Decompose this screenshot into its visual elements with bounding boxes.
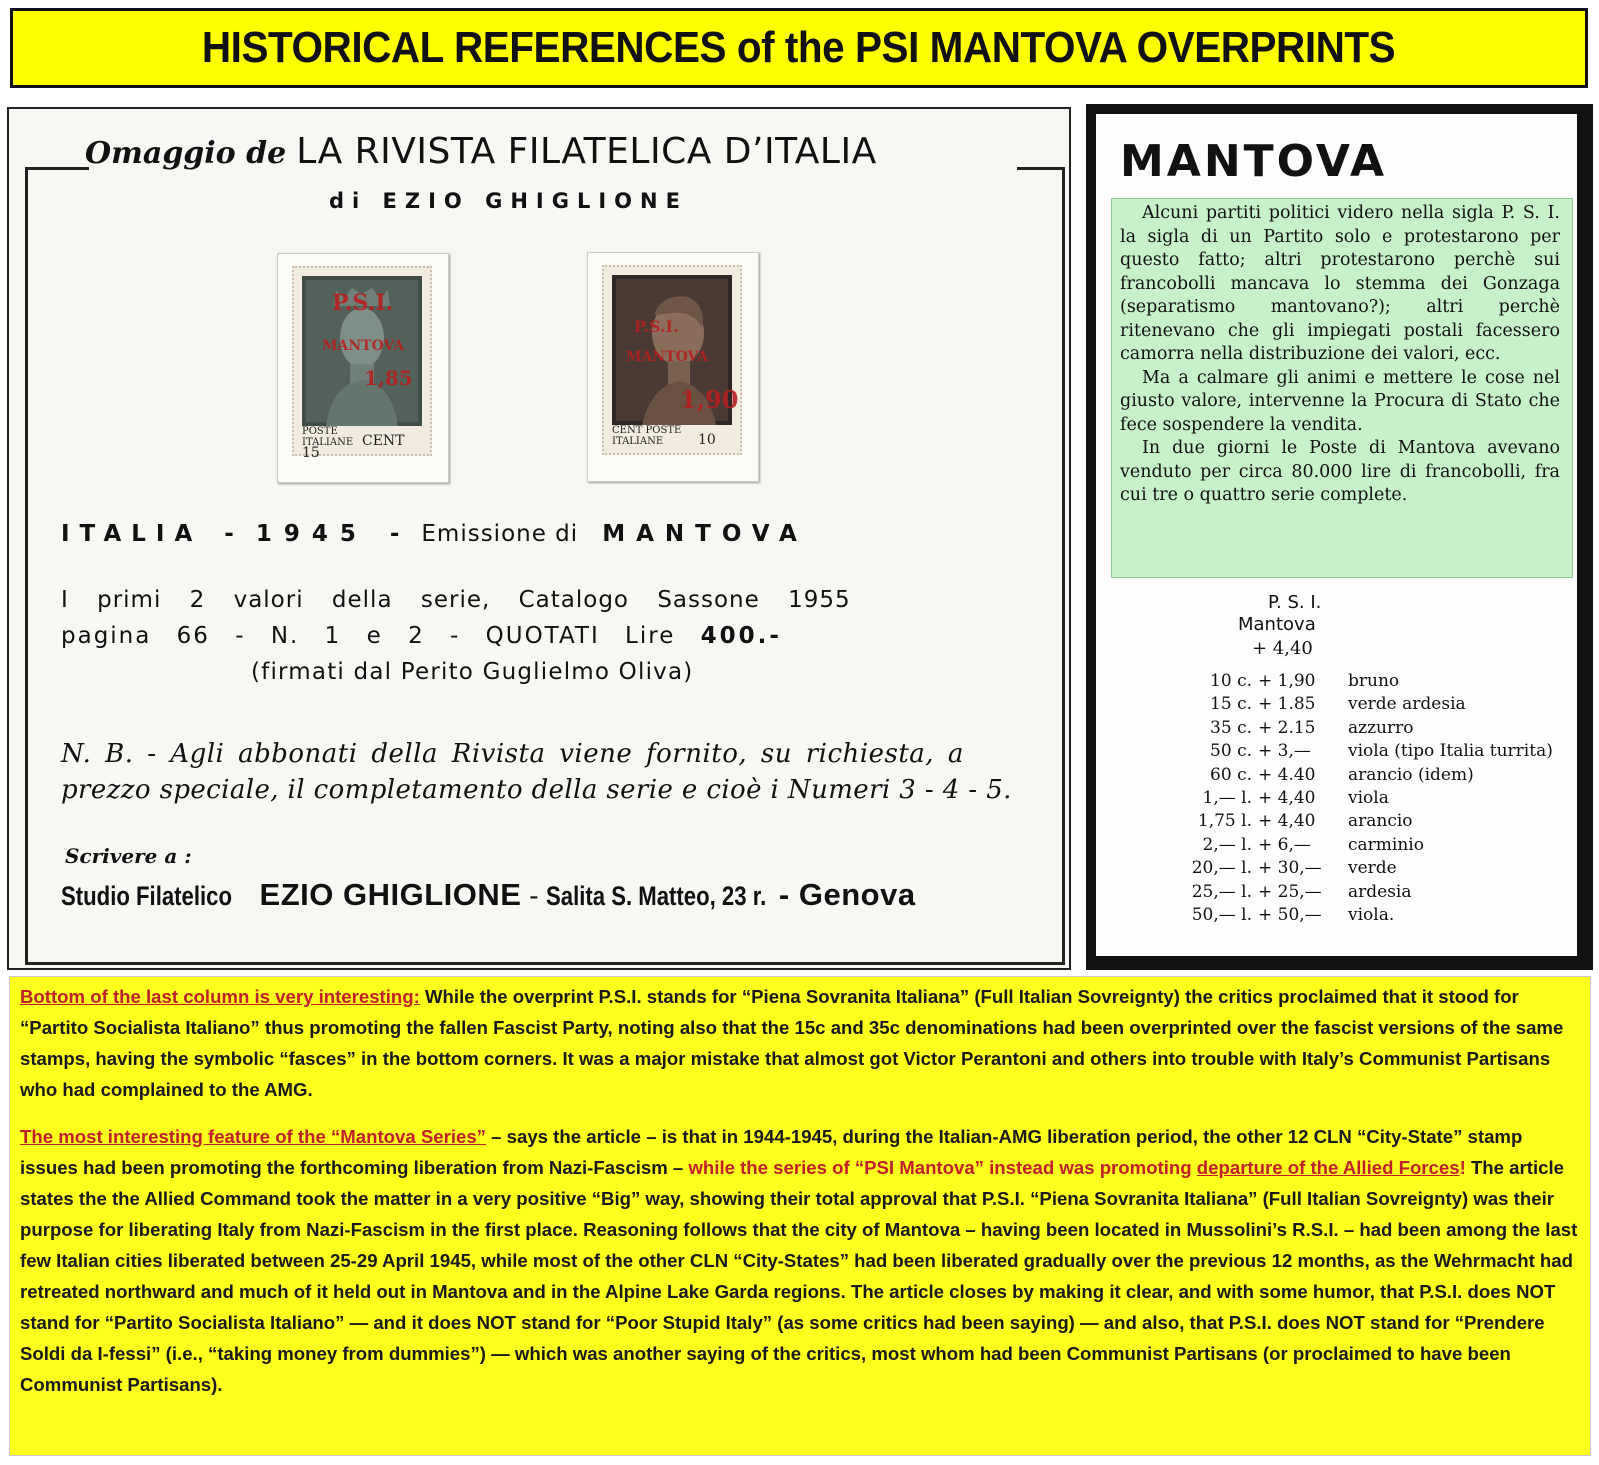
studio-address-line <box>61 877 916 913</box>
stamp-2-label-right: 10 <box>698 432 716 448</box>
catalog-line-1: I primi 2 valori della serie, Catalogo Sassone 1955 <box>61 587 851 613</box>
emission-year: 1945 <box>255 521 368 547</box>
clipping-page <box>1096 114 1577 956</box>
scrivere-label: Scrivere a : <box>65 844 192 868</box>
catalog-price: 400.- <box>700 623 782 649</box>
stamp-1-label <box>302 426 422 461</box>
stamp-holder-1 <box>277 253 449 483</box>
stamp-2-overprint-value: 1,90 <box>680 385 739 414</box>
value-color: arancio (idem) <box>1348 764 1474 785</box>
value-surcharge: + 2.15 <box>1258 717 1316 738</box>
value-surcharge: + 1,90 <box>1258 671 1316 691</box>
value-face: 15 c. <box>1210 694 1252 715</box>
commentary-box <box>9 976 1591 1456</box>
stamp-1-label-right: CENT 15 <box>302 433 405 461</box>
value-row <box>1156 904 1553 927</box>
clipping-paragraph-2: Ma a calmare gli animi e mettere le cose nel giusto valore, intervenne la Procura di Stato che fece sospendere la vendita. <box>1120 367 1560 435</box>
value-row <box>1156 740 1553 763</box>
stamp-2 <box>602 265 742 455</box>
studio-label: Studio Filatelico <box>61 881 232 911</box>
value-row <box>1156 693 1553 716</box>
stamp-1 <box>292 266 432 461</box>
page-title: HISTORICAL REFERENCES of the PSI MANTOVA OVERPRINTS <box>202 23 1396 72</box>
value-surcharge: + 4.40 <box>1258 764 1316 785</box>
emission-country: ITALIA <box>61 521 203 547</box>
value-face: 10 c. <box>1210 671 1252 691</box>
title-banner <box>10 8 1588 88</box>
value-color: viola <box>1348 788 1389 809</box>
ad-subtitle: di EZIO GHIGLIONE <box>329 189 688 213</box>
commentary-red-1: while the series of “PSI Mantova” instead was promoting <box>688 1157 1197 1178</box>
clipping-title: MANTOVA <box>1120 136 1388 187</box>
studio-city: - Genova <box>778 877 916 912</box>
stamp-1-overprint-psi: P.S.I. <box>332 290 394 316</box>
value-surcharge: + 30,— <box>1258 858 1322 879</box>
nb-line-1: N. B. - Agli abbonati della Rivista viene fornito, su richiesta, a <box>61 739 964 769</box>
clipping-text <box>1120 202 1560 508</box>
value-row <box>1156 834 1553 857</box>
value-color: viola (tipo Italia turrita) <box>1348 741 1553 762</box>
ad-header <box>85 131 1025 172</box>
studio-address: Salita S. Matteo, 23 r. <box>546 881 767 911</box>
stamp-2-label <box>612 425 732 447</box>
commentary-red-underlined: departure of the Allied Forces <box>1196 1157 1460 1178</box>
value-surcharge: + 3,— <box>1258 741 1311 762</box>
value-face: 1,— l. <box>1202 788 1252 809</box>
stamp-holder-2 <box>587 252 759 482</box>
value-face: 60 c. <box>1210 764 1252 785</box>
value-row <box>1156 717 1553 740</box>
commentary-paragraph-2 <box>20 1121 1584 1400</box>
emission-text: Emissione di <box>421 521 579 547</box>
value-face: 20,— l. <box>1191 858 1252 879</box>
value-face: 50,— l. <box>1191 905 1252 926</box>
catalog-line-2-text: pagina 66 - N. 1 e 2 - QUOTATI Lire <box>61 623 676 649</box>
value-color: verde ardesia <box>1348 694 1466 715</box>
psi-value: + 4,40 <box>1252 638 1313 659</box>
stamp-1-label-left: POSTE ITALIANE <box>302 426 354 448</box>
commentary-red-2: ! <box>1459 1157 1466 1178</box>
emission-line <box>61 521 1021 547</box>
emission-separator-1: - <box>224 521 234 547</box>
value-face: 35 c. <box>1210 717 1252 738</box>
studio-name: EZIO GHIGLIONE <box>259 877 522 912</box>
commentary-text <box>20 981 1584 1416</box>
psi-heading: P. S. I. <box>1268 592 1322 613</box>
commentary-heading-2: The most interesting feature of the “Mantova Series” <box>20 1126 486 1147</box>
commentary-heading-1: Bottom of the last column is very interesting: <box>20 986 420 1007</box>
stamp-1-overprint-value: 1,85 <box>364 366 413 390</box>
value-surcharge: + 4,40 <box>1258 811 1316 832</box>
psi-city: Mantova <box>1238 614 1316 635</box>
value-color: bruno <box>1348 671 1400 691</box>
value-color: ardesia <box>1348 881 1412 902</box>
value-row <box>1156 787 1553 810</box>
commentary-body-1: While the overprint P.S.I. stands for “Piena Sovranita Italiana” (Full Italian Sovreignty) the critics proclaimed that it stood for “Partito Socialista Italiano” thus promoting the fallen Fascist Party, noting also that the 15c and 35c denominations had been overprinted over the fascist versions of the same stamps, having the symbolic “fasces” in the bottom corners. It was a major mistake that almost got Victor Perantoni and others into trouble with Italy’s Communist Partisans who had complained to the AMG. <box>20 986 1564 1100</box>
value-color: carminio <box>1348 834 1424 855</box>
commentary-body-2a: – says the article – is that in 1944-1945, during the Italian-AMG liberation period, the other 12 CLN “City-State” stamp issues had been promoting the forthcoming liberation from Nazi-Fascism – <box>20 1126 1523 1178</box>
value-surcharge: + 6,— <box>1258 834 1311 855</box>
studio-separator: - <box>521 880 547 911</box>
values-table <box>1156 670 1553 927</box>
ad-omaggio: Omaggio de <box>85 136 287 171</box>
value-face: 25,— l. <box>1191 881 1252 902</box>
stamp-1-overprint-mantova: MANTOVA <box>322 338 405 354</box>
advertisement-panel <box>7 107 1071 970</box>
stamp-2-label-left: CENT POSTE ITALIANE <box>612 425 682 447</box>
value-face: 50 c. <box>1210 741 1252 762</box>
emission-separator-2: - <box>389 521 400 547</box>
value-face: 1,75 l. <box>1197 811 1252 832</box>
value-row <box>1156 881 1553 904</box>
commentary-paragraph-1 <box>20 981 1584 1105</box>
value-surcharge: + 50,— <box>1258 905 1322 926</box>
value-color: azzurro <box>1348 717 1414 738</box>
catalog-line-2 <box>61 623 782 649</box>
value-color: arancio <box>1348 811 1413 832</box>
value-surcharge: + 25,— <box>1258 881 1322 902</box>
catalog-line-3: (firmati dal Perito Guglielmo Oliva) <box>251 659 694 685</box>
value-row <box>1156 857 1553 880</box>
clipping-paragraph-3: In due giorni le Poste di Mantova avevano venduto per circa 80.000 lire di francobolli, fra cui tre o quattro serie complete. <box>1120 438 1560 505</box>
value-surcharge: + 1.85 <box>1258 694 1316 715</box>
commentary-body-2b: The article states the the Allied Command took the matter in a very positive “Big” way, showing their total approval that P.S.I. “Piena Sovranita Italiana” (Full Italian Sovreignty) was their purpose for liberating Italy from Nazi-Fascism in the first place. Reasoning follows that the city of Mantova – having been located in Mussolini’s R.S.I. – had been among the last few Italian cities liberated between 25-29 April 1945, while most of the other CLN “City-States” had been liberated gradually over the previous 12 months, as the Wehrmacht had retreated northward and much of it held out in Mantova and in the Alpine Lake Garda regions. The article closes by making it clear, and with some humor, that P.S.I. does NOT stand for “Partito Socialista Italiano” — and it does NOT stand for “Poor Stupid Italy” (as some critics had been saying) — and also, that P.S.I. does NOT stand for “Prendere Soldi da I-fessi” (i.e., “taking money from dummies”) — which was another saying of the critics, most whom had been Communist Partisans (or proclaimed to have been Communist Partisans). <box>20 1157 1578 1395</box>
value-face: 2,— l. <box>1202 834 1252 855</box>
ad-magazine-name: LA RIVISTA FILATELICA D’ITALIA <box>296 131 877 172</box>
value-row <box>1156 764 1553 787</box>
clipping-paragraph-1: Alcuni partiti politici videro nella sigla P. S. I. la sigla di un Partito solo e protestarono per questo fatto; altri protestarono perchè sui francobolli mancava lo stemma dei Gonzaga (separatismo mantovano?); altri perchè ritenevano che gli impiegati postali facessero camorra nella distribuzione dei valori, ecc. <box>1120 203 1560 364</box>
stamp-2-overprint-mantova: MANTOVA <box>626 349 709 365</box>
nb-line-2: prezzo speciale, il completamento della serie e cioè i Numeri 3 - 4 - 5. <box>61 775 1012 805</box>
value-color: verde <box>1348 858 1397 879</box>
stamp-2-overprint-psi: P.S.I. <box>634 317 679 336</box>
value-row <box>1156 810 1553 833</box>
value-surcharge: + 4,40 <box>1258 788 1316 809</box>
value-row <box>1156 670 1553 693</box>
mantova-clipping-panel <box>1086 104 1593 970</box>
emission-city: MANTOVA <box>602 521 808 547</box>
ad-frame-top-left <box>25 167 89 170</box>
value-color: viola. <box>1348 905 1395 926</box>
